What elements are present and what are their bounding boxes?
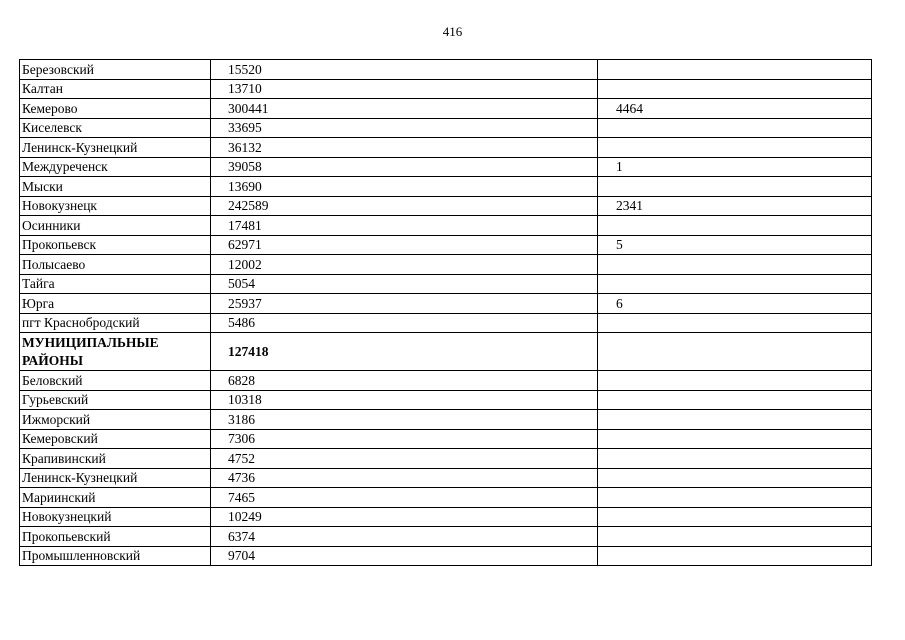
table-row <box>20 60 872 80</box>
row-extra-cell <box>598 274 872 294</box>
row-name-cell: Мариинский <box>20 488 211 508</box>
row-value-cell: 13710 <box>211 79 598 99</box>
table-row <box>20 294 872 314</box>
row-name-cell: Осинники <box>20 216 211 236</box>
table-row <box>20 449 872 469</box>
row-value-cell: 10318 <box>211 390 598 410</box>
table-row <box>20 507 872 527</box>
row-name-cell: Гурьевский <box>20 390 211 410</box>
row-extra-cell: 6 <box>598 294 872 314</box>
row-name-cell: Новокузнецк <box>20 196 211 216</box>
table-row <box>20 177 872 197</box>
table-row <box>20 468 872 488</box>
table-row <box>20 429 872 449</box>
table-row <box>20 79 872 99</box>
row-value-cell: 12002 <box>211 255 598 275</box>
row-extra-cell <box>598 60 872 80</box>
table-row <box>20 157 872 177</box>
row-extra-cell <box>598 527 872 547</box>
table-row <box>20 118 872 138</box>
row-value-cell: 6374 <box>211 527 598 547</box>
row-name-cell: Прокопьевск <box>20 235 211 255</box>
row-value-cell: 25937 <box>211 294 598 314</box>
row-extra-cell <box>598 313 872 333</box>
row-extra-cell <box>598 488 872 508</box>
row-value-cell: 36132 <box>211 138 598 158</box>
row-name-cell: Ленинск-Кузнецкий <box>20 468 211 488</box>
row-extra-cell <box>598 468 872 488</box>
row-value-cell: 17481 <box>211 216 598 236</box>
row-value-cell: 15520 <box>211 60 598 80</box>
row-name-cell: Новокузнецкий <box>20 507 211 527</box>
row-value-cell: 300441 <box>211 99 598 119</box>
row-value-cell: 9704 <box>211 546 598 566</box>
table-row <box>20 488 872 508</box>
table-row <box>20 274 872 294</box>
row-value-cell: 10249 <box>211 507 598 527</box>
table-row <box>20 138 872 158</box>
row-value-cell: 4752 <box>211 449 598 469</box>
row-extra-cell <box>598 216 872 236</box>
row-name-cell: Кемерово <box>20 99 211 119</box>
row-value-cell: 5054 <box>211 274 598 294</box>
row-value-cell: 242589 <box>211 196 598 216</box>
row-value-cell: 4736 <box>211 468 598 488</box>
row-value-cell: 3186 <box>211 410 598 430</box>
row-value-cell: 13690 <box>211 177 598 197</box>
table-row <box>20 390 872 410</box>
row-value-cell: 7465 <box>211 488 598 508</box>
row-extra-cell <box>598 118 872 138</box>
row-name-cell: Крапивинский <box>20 449 211 469</box>
row-name-cell: Мыски <box>20 177 211 197</box>
row-extra-cell <box>598 255 872 275</box>
page-number: 416 <box>442 24 463 39</box>
table-row <box>20 546 872 566</box>
row-value-cell: 5486 <box>211 313 598 333</box>
row-name-cell: МУНИЦИПАЛЬНЫЕ РАЙОНЫ <box>20 333 211 371</box>
row-extra-cell <box>598 138 872 158</box>
table-body <box>20 60 872 566</box>
row-extra-cell <box>598 410 872 430</box>
row-name-cell: Беловский <box>20 371 211 391</box>
row-extra-cell <box>598 79 872 99</box>
row-extra-cell <box>598 390 872 410</box>
row-name-cell: Промышленновский <box>20 546 211 566</box>
row-extra-cell: 1 <box>598 157 872 177</box>
row-extra-cell <box>598 546 872 566</box>
data-table <box>19 59 872 566</box>
row-name-cell: пгт Краснобродский <box>20 313 211 333</box>
row-extra-cell <box>598 429 872 449</box>
row-value-cell: 33695 <box>211 118 598 138</box>
row-name-cell: Ижморский <box>20 410 211 430</box>
table-row <box>20 410 872 430</box>
row-extra-cell <box>598 449 872 469</box>
row-name-cell: Междуреченск <box>20 157 211 177</box>
row-value-cell: 7306 <box>211 429 598 449</box>
section-header-row <box>20 333 872 371</box>
row-extra-cell <box>598 507 872 527</box>
row-value-cell: 39058 <box>211 157 598 177</box>
table-row <box>20 99 872 119</box>
row-value-cell: 6828 <box>211 371 598 391</box>
row-name-cell: Березовский <box>20 60 211 80</box>
row-extra-cell <box>598 371 872 391</box>
row-name-cell: Тайга <box>20 274 211 294</box>
row-name-cell: Прокопьевский <box>20 527 211 547</box>
row-value-cell: 62971 <box>211 235 598 255</box>
row-extra-cell <box>598 177 872 197</box>
table-row <box>20 527 872 547</box>
row-value-cell: 127418 <box>211 333 598 371</box>
row-name-cell: Юрга <box>20 294 211 314</box>
row-name-cell: Ленинск-Кузнецкий <box>20 138 211 158</box>
table-row <box>20 313 872 333</box>
row-extra-cell: 4464 <box>598 99 872 119</box>
row-name-cell: Киселевск <box>20 118 211 138</box>
row-name-cell: Калтан <box>20 79 211 99</box>
table-row <box>20 216 872 236</box>
table-row <box>20 371 872 391</box>
table-row <box>20 196 872 216</box>
row-name-cell: Полысаево <box>20 255 211 275</box>
table-row <box>20 235 872 255</box>
row-extra-cell: 5 <box>598 235 872 255</box>
row-extra-cell: 2341 <box>598 196 872 216</box>
row-extra-cell <box>598 333 872 371</box>
row-name-cell: Кемеровский <box>20 429 211 449</box>
table-row <box>20 255 872 275</box>
